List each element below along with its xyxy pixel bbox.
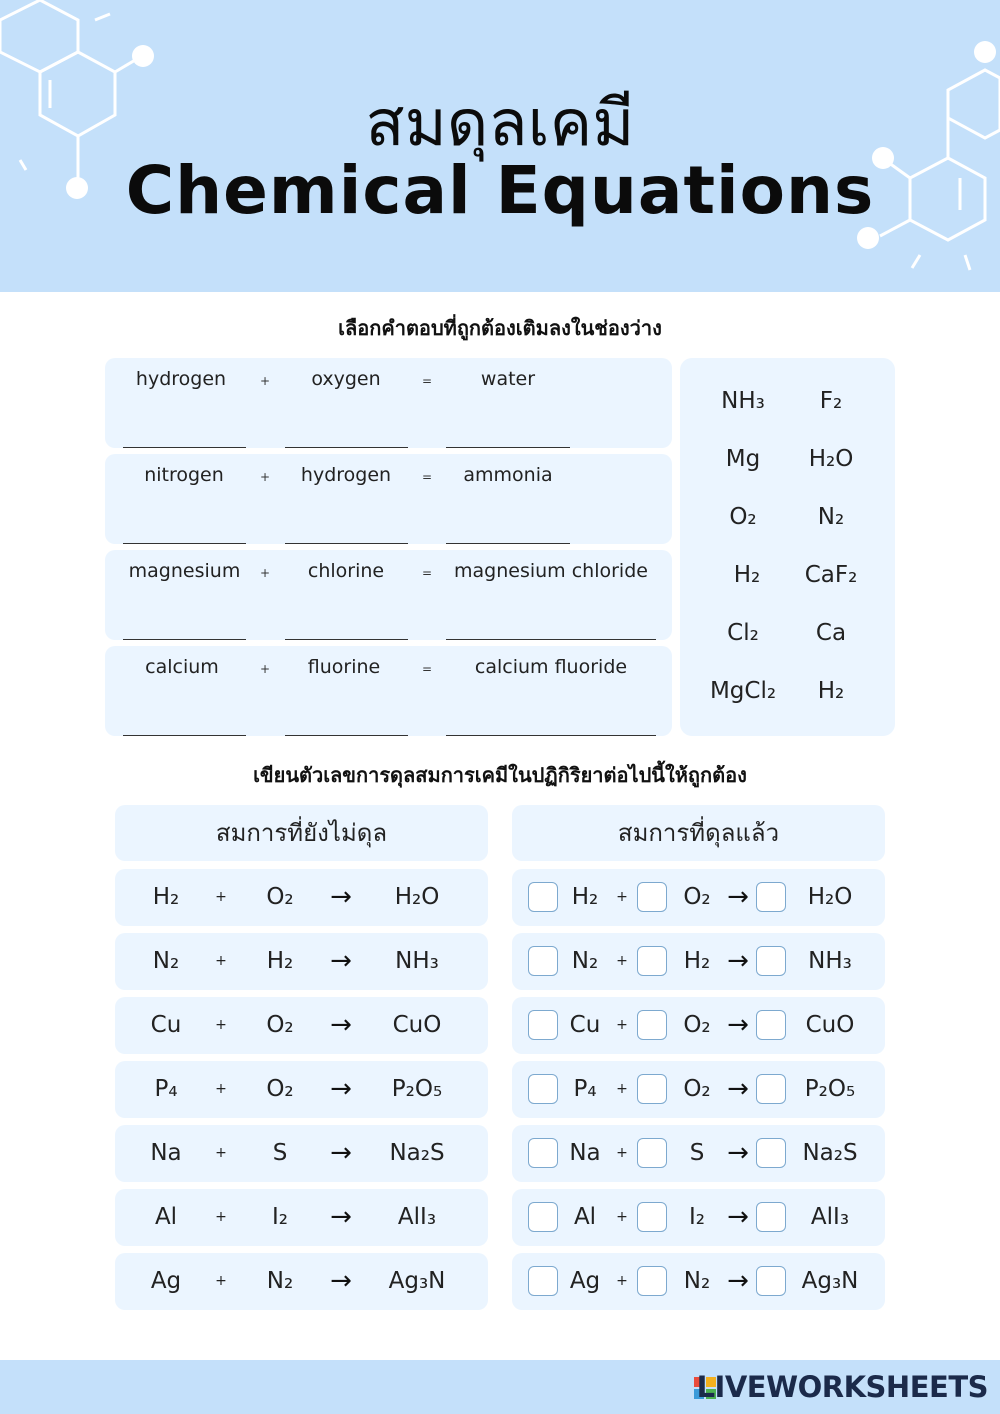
reactant-formula: O₂ (266, 884, 294, 910)
answer-blank[interactable] (446, 616, 656, 640)
answer-blank[interactable] (123, 712, 246, 736)
coefficient-input[interactable] (756, 1074, 786, 1104)
reactant-formula: Na (569, 1140, 601, 1166)
answer-blank[interactable] (123, 520, 246, 544)
coefficient-input[interactable] (756, 1202, 786, 1232)
product-formula: AlI₃ (397, 1204, 437, 1230)
coefficient-input[interactable] (528, 882, 558, 912)
coefficient-input[interactable] (637, 1138, 667, 1168)
word-bank-item[interactable]: F₂ (819, 388, 843, 414)
word-equation-row (105, 646, 672, 736)
page-title-thai: สมดุลเคมี (365, 87, 635, 161)
plus-sign: + (259, 374, 271, 388)
coefficient-input[interactable] (528, 1074, 558, 1104)
word-bank-item[interactable]: H₂ (817, 678, 845, 704)
reactant-formula: H₂ (683, 948, 711, 974)
yield-arrow: → (330, 946, 352, 976)
coefficient-input[interactable] (528, 1010, 558, 1040)
word-bank-item[interactable]: H₂ (733, 562, 761, 588)
reactant-formula: N₂ (152, 948, 180, 974)
product-formula: Na₂S (389, 1140, 445, 1166)
reactant-word: oxygen (311, 368, 381, 390)
product-formula: Na₂S (802, 1140, 858, 1166)
plus-sign: + (259, 662, 271, 676)
balanced-equation-row (512, 869, 885, 926)
unbalanced-equation-row (115, 933, 488, 990)
reactant-word: fluorine (307, 656, 381, 678)
product-formula: CuO (805, 1012, 855, 1038)
reactant-formula: S (689, 1140, 705, 1166)
product-formula: NH₃ (395, 948, 439, 974)
yield-arrow: → (727, 1010, 749, 1040)
plus-sign: + (215, 1081, 227, 1097)
word-bank-item[interactable]: NH₃ (721, 388, 765, 414)
yield-arrow: → (330, 1010, 352, 1040)
coefficient-input[interactable] (637, 1266, 667, 1296)
product-formula: P₂O₅ (804, 1076, 856, 1102)
word-bank-item[interactable]: O₂ (729, 504, 757, 530)
word-equation-row (105, 358, 672, 448)
plus-sign: + (616, 953, 628, 969)
unbalanced-column-header: สมการที่ยังไม่ดุล (115, 805, 488, 861)
coefficient-input[interactable] (756, 1138, 786, 1168)
reactant-word: hydrogen (135, 368, 227, 390)
product-formula: CuO (392, 1012, 442, 1038)
reactant-formula: I₂ (271, 1204, 288, 1230)
word-bank-item[interactable]: CaF₂ (804, 562, 858, 588)
reactant-formula: O₂ (683, 1012, 711, 1038)
balanced-equation-row (512, 933, 885, 990)
word-bank-item[interactable]: Mg (725, 446, 761, 472)
balanced-equation-row (512, 1125, 885, 1182)
balanced-equation-row (512, 1253, 885, 1310)
product-formula: NH₃ (808, 948, 852, 974)
reactant-formula: N₂ (571, 948, 599, 974)
reactant-formula: I₂ (688, 1204, 705, 1230)
yield-arrow: → (727, 1266, 749, 1296)
coefficient-input[interactable] (528, 1202, 558, 1232)
unbalanced-equation-row (115, 997, 488, 1054)
yield-arrow: → (727, 882, 749, 912)
product-formula: H₂O (807, 884, 853, 910)
reactant-formula: S (272, 1140, 288, 1166)
plus-sign: + (215, 1209, 227, 1225)
unbalanced-equation-row (115, 869, 488, 926)
reactant-formula: H₂ (152, 884, 180, 910)
word-equation-row (105, 550, 672, 640)
coefficient-input[interactable] (528, 1266, 558, 1296)
equals-sign: = (421, 566, 433, 580)
plus-sign: + (616, 1081, 628, 1097)
product-word: calcium fluoride (474, 656, 628, 678)
reactant-formula: N₂ (266, 1268, 294, 1294)
plus-sign: + (259, 566, 271, 580)
yield-arrow: → (330, 1266, 352, 1296)
reactant-formula: Na (150, 1140, 182, 1166)
product-formula: Ag₃N (801, 1268, 859, 1294)
coefficient-input[interactable] (637, 1074, 667, 1104)
answer-blank[interactable] (285, 712, 408, 736)
reactant-formula: Cu (569, 1012, 601, 1038)
coefficient-input[interactable] (756, 882, 786, 912)
coefficient-input[interactable] (528, 1138, 558, 1168)
balanced-column-header: สมการที่ดุลแล้ว (512, 805, 885, 861)
unbalanced-equation-row (115, 1189, 488, 1246)
answer-blank[interactable] (446, 520, 570, 544)
reactant-formula: Cu (150, 1012, 182, 1038)
balanced-equation-row (512, 1061, 885, 1118)
coefficient-input[interactable] (637, 946, 667, 976)
reactant-formula: H₂ (571, 884, 599, 910)
word-bank-item[interactable]: Cl₂ (727, 620, 759, 646)
equals-sign: = (421, 470, 433, 484)
coefficient-input[interactable] (637, 1202, 667, 1232)
plus-sign: + (215, 1273, 227, 1289)
yield-arrow: → (330, 1202, 352, 1232)
yield-arrow: → (330, 1074, 352, 1104)
product-formula: AlI₃ (810, 1204, 850, 1230)
product-formula: Ag₃N (388, 1268, 446, 1294)
reactant-word: chlorine (307, 560, 385, 582)
plus-sign: + (259, 470, 271, 484)
reactant-formula: O₂ (683, 884, 711, 910)
reactant-word: nitrogen (144, 464, 224, 486)
product-formula: P₂O₅ (391, 1076, 443, 1102)
yield-arrow: → (330, 882, 352, 912)
reactant-word: magnesium (128, 560, 241, 582)
reactant-formula: O₂ (266, 1076, 294, 1102)
plus-sign: + (215, 1017, 227, 1033)
plus-sign: + (616, 1273, 628, 1289)
word-bank-item[interactable]: MgCl₂ (709, 678, 777, 704)
part1-instruction: เลือกคำตอบที่ถูกต้องเติมลงในช่องว่าง (338, 316, 662, 340)
yield-arrow: → (727, 1202, 749, 1232)
part2-instruction: เขียนตัวเลขการดุลสมการเคมีในปฏิกิริยาต่อไปนี้ให้ถูกต้อง (253, 763, 747, 787)
plus-sign: + (215, 889, 227, 905)
word-bank-item[interactable]: Ca (815, 620, 847, 646)
unbalanced-equation-row (115, 1061, 488, 1118)
yield-arrow: → (727, 946, 749, 976)
answer-word-bank (680, 358, 895, 736)
product-word: magnesium chloride (454, 560, 648, 582)
reactant-formula: Ag (150, 1268, 182, 1294)
plus-sign: + (616, 889, 628, 905)
balanced-equation-row (512, 1189, 885, 1246)
plus-sign: + (616, 1209, 628, 1225)
coefficient-input[interactable] (637, 882, 667, 912)
reactant-formula: O₂ (266, 1012, 294, 1038)
plus-sign: + (215, 1145, 227, 1161)
reactant-formula: H₂ (266, 948, 294, 974)
reactant-word: calcium (145, 656, 219, 678)
plus-sign: + (215, 953, 227, 969)
footer-bar (0, 1360, 1000, 1414)
reactant-formula: Al (573, 1204, 597, 1230)
brand-name: LIVEWORKSHEETS (696, 1370, 988, 1404)
coefficient-input[interactable] (756, 946, 786, 976)
reactant-formula: P₄ (573, 1076, 597, 1102)
answer-blank[interactable] (285, 424, 408, 448)
product-formula: H₂O (394, 884, 440, 910)
unbalanced-equation-row (115, 1125, 488, 1182)
answer-blank[interactable] (285, 616, 408, 640)
unbalanced-equation-row (115, 1253, 488, 1310)
answer-blank[interactable] (446, 712, 656, 736)
equals-sign: = (421, 662, 433, 676)
answer-blank[interactable] (285, 520, 408, 544)
reactant-formula: P₄ (154, 1076, 178, 1102)
answer-blank[interactable] (123, 616, 246, 640)
coefficient-input[interactable] (528, 946, 558, 976)
answer-blank[interactable] (446, 424, 570, 448)
plus-sign: + (616, 1145, 628, 1161)
page-title-english: Chemical Equations (125, 152, 875, 229)
coefficient-input[interactable] (637, 1010, 667, 1040)
equals-sign: = (421, 374, 433, 388)
yield-arrow: → (330, 1138, 352, 1168)
plus-sign: + (616, 1017, 628, 1033)
reactant-formula: Al (154, 1204, 178, 1230)
reactant-formula: Ag (569, 1268, 601, 1294)
header-banner (0, 0, 1000, 292)
yield-arrow: → (727, 1138, 749, 1168)
coefficient-input[interactable] (756, 1266, 786, 1296)
word-bank-item[interactable]: H₂O (808, 446, 854, 472)
reactant-word: hydrogen (300, 464, 392, 486)
product-word: ammonia (463, 464, 553, 486)
yield-arrow: → (727, 1074, 749, 1104)
reactant-formula: O₂ (683, 1076, 711, 1102)
product-word: water (480, 368, 536, 390)
word-equation-row (105, 454, 672, 544)
coefficient-input[interactable] (756, 1010, 786, 1040)
word-bank-item[interactable]: N₂ (817, 504, 845, 530)
reactant-formula: N₂ (683, 1268, 711, 1294)
answer-blank[interactable] (123, 424, 246, 448)
balanced-equation-row (512, 997, 885, 1054)
